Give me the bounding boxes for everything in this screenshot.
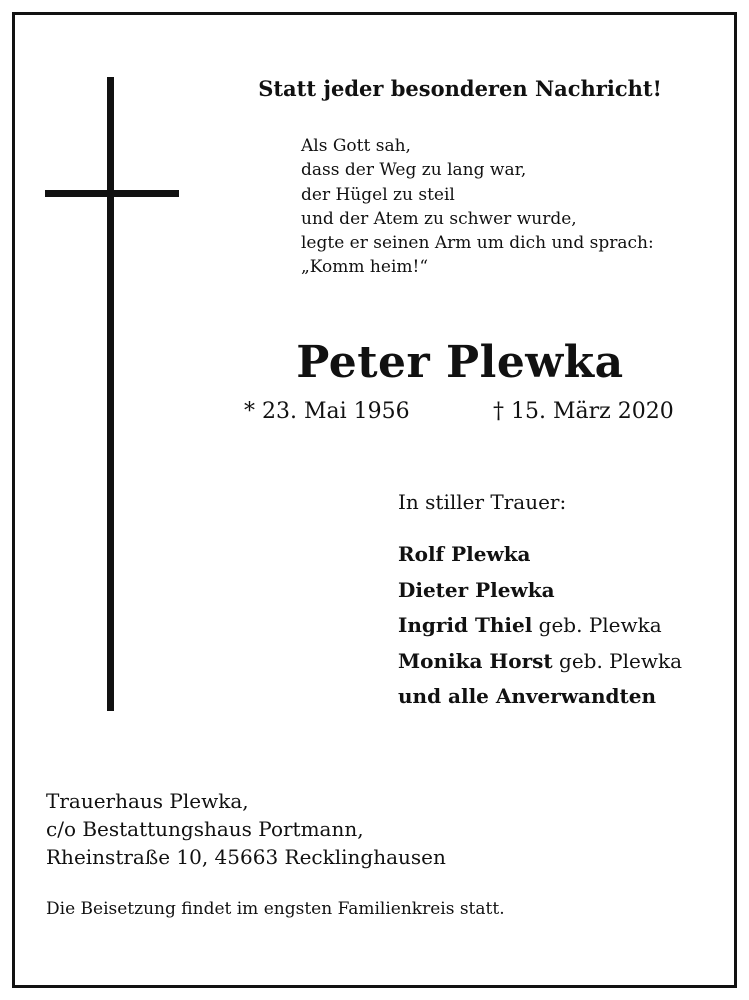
mourner <box>398 679 682 715</box>
poem-line: der Hügel zu steil <box>301 184 455 205</box>
mourner <box>398 573 682 609</box>
mourner-name: Ingrid Thiel <box>398 613 533 637</box>
death-date: † 15. März 2020 <box>493 399 674 424</box>
cross-vertical-bar <box>107 77 114 711</box>
mourner-name: Dieter Plewka <box>398 577 555 602</box>
mourning-intro: In stiller Trauer: <box>398 490 567 514</box>
poem-line: Als Gott sah, <box>301 136 411 156</box>
poem-line: „Komm heim!“ <box>301 257 429 278</box>
poem-line: legte er seinen Arm um dich und sprach: <box>301 233 654 254</box>
mourner-name: Monika Horst <box>398 648 553 673</box>
mourner-suffix: geb. Plewka <box>532 613 662 637</box>
deceased-name: Peter Plewka <box>296 337 624 388</box>
mourner-name: und alle Anverwandten <box>398 684 657 708</box>
poem-line: und der Atem zu schwer wurde, <box>301 208 577 229</box>
mourner <box>398 537 682 573</box>
poem-line: dass der Weg zu lang war, <box>301 160 527 181</box>
headline: Statt jeder besonderen Nachricht! <box>258 76 662 101</box>
cross-horizontal-bar <box>45 190 179 197</box>
birth-date: * 23. Mai 1956 <box>244 399 410 424</box>
poem <box>301 134 654 280</box>
address-line: c/o Bestattungshaus Portmann, <box>46 817 364 841</box>
address-line: Trauerhaus Plewka, <box>46 789 249 813</box>
mourner <box>398 608 682 644</box>
address-line: Rheinstraße 10, 45663 Recklinghausen <box>46 845 446 869</box>
mourner-suffix: geb. Plewka <box>552 648 683 673</box>
address-block <box>46 787 446 871</box>
mourners-list <box>398 537 682 715</box>
burial-note: Die Beisetzung findet im engsten Familienkreis statt. <box>46 899 505 919</box>
mourner <box>398 644 682 680</box>
mourner-name: Rolf Plewka <box>398 542 531 566</box>
